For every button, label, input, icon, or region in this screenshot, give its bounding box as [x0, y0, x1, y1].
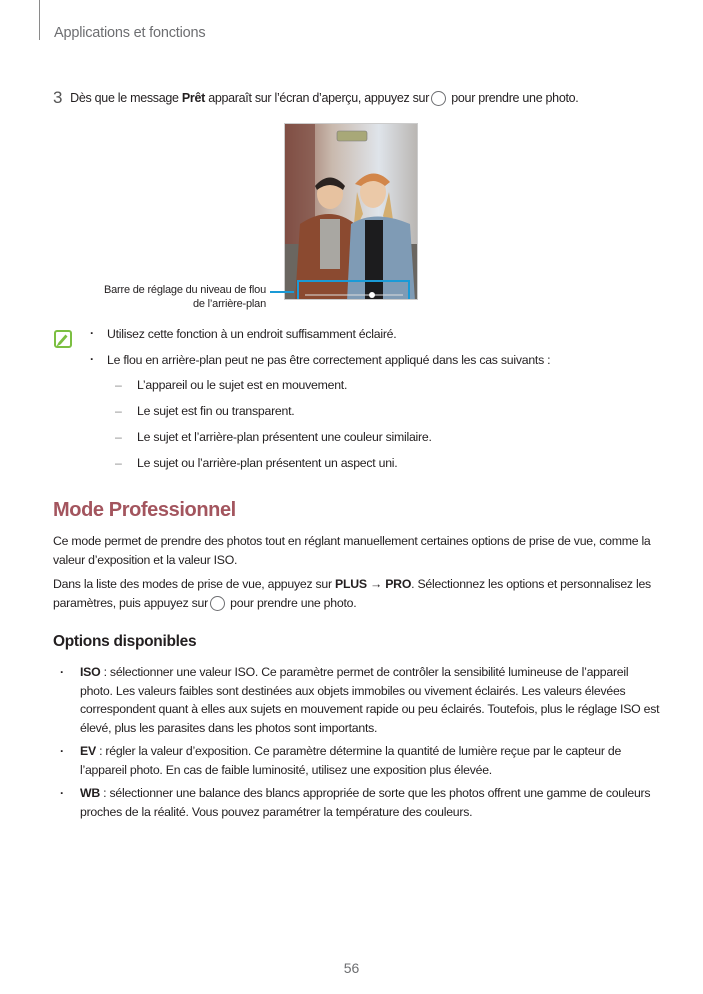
plus-label: PLUS — [335, 577, 367, 591]
para-text: Dans la liste des modes de prise de vue, appuyez sur — [53, 577, 336, 591]
note-subitem: – L’appareil ou le sujet est en mouvement. — [90, 377, 550, 403]
option-key: ISO — [80, 665, 101, 679]
section-paragraph-2 — [53, 575, 653, 612]
note-item: · Utilisez cette fonction à un endroit suffisamment éclairé. — [90, 326, 550, 352]
note-subitem: – Le sujet ou l’arrière-plan présentent un aspect uni. — [90, 455, 550, 481]
blur-bar-callout — [70, 283, 266, 311]
step-text: apparaît sur l’écran d’aperçu, appuyez sur — [205, 91, 430, 105]
options-title: Options disponibles — [53, 633, 197, 650]
pro-label: PRO — [385, 577, 412, 591]
shutter-circle-icon — [210, 596, 225, 611]
note-pencil-icon — [54, 330, 72, 348]
header-rule — [39, 0, 40, 40]
callout-line2: de l’arrière-plan — [192, 298, 266, 310]
shutter-circle-icon — [431, 91, 446, 106]
step-3 — [53, 88, 578, 108]
para-text: . Sélectionnez les options et personnalisez les paramètres, puis appuyez sur — [53, 577, 651, 610]
note-item: · Le flou en arrière-plan peut ne pas être correctement appliqué dans les cas suivants : — [90, 352, 550, 378]
options-list — [60, 663, 660, 826]
callout-leader-line — [270, 291, 294, 293]
page-number: 56 — [343, 960, 360, 976]
callout-line1: Barre de réglage du niveau de flou — [104, 284, 266, 296]
option-item — [60, 663, 660, 737]
step-number: 3 — [53, 88, 63, 107]
note-subitem: – Le sujet est fin ou transparent. — [90, 403, 550, 429]
note-list — [90, 326, 550, 481]
option-text: : sélectionner une balance des blancs appropriée de sorte que les photos offrent une gamme de couleurs proches de la réalité. Vous pouvez paramétrer la température des couleurs. — [80, 786, 651, 819]
option-item — [60, 742, 660, 779]
option-text: : sélectionner une valeur ISO. Ce paramètre permet de contrôler la sensibilité lumineuse de l’appareil photo. Les valeurs faibles sont destinées aux objets immobiles ou vivement éclairés. Les valeurs élevées correspondent quant à elles aux sujets en mouvement rapide ou peu éclairés. Toutefois, plus le réglage ISO est élevé, plus les parasites dans les photos sont importants. — [80, 665, 660, 735]
option-key: EV — [80, 744, 96, 758]
step-bold: Prêt — [181, 91, 206, 105]
camera-preview-image — [284, 123, 418, 300]
option-key: WB — [80, 786, 100, 800]
section-title: Mode Professionnel — [53, 499, 236, 521]
option-item — [60, 784, 660, 821]
note-subitem: – Le sujet et l’arrière-plan présentent une couleur similaire. — [90, 429, 550, 455]
option-text: : régler la valeur d’exposition. Ce paramètre détermine la quantité de lumière reçue par le capteur de l’appareil photo. En cas de faible luminosité, utilisez une exposition plus élevée. — [80, 744, 622, 777]
step-text: pour prendre une photo. — [448, 91, 579, 105]
arrow: → — [366, 577, 386, 591]
step-text: Dès que le message — [70, 91, 182, 105]
section-header: Applications et fonctions — [54, 25, 206, 41]
para-text: pour prendre une photo. — [227, 595, 357, 610]
section-paragraph-1: Ce mode permet de prendre des photos tout en réglant manuellement certaines options de prise de vue, comme la valeur d’exposition et la valeur ISO. — [53, 534, 651, 567]
